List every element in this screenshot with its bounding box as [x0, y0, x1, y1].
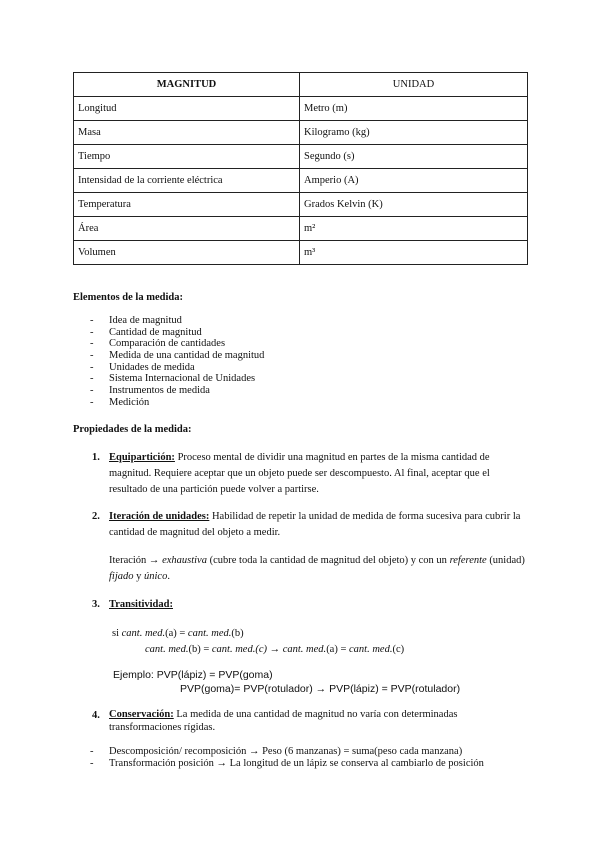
formula-text: → [266, 644, 283, 655]
iteracion-desc-text: . [167, 571, 170, 582]
item-number: 2. [92, 511, 100, 522]
formula-line-1 [112, 628, 244, 639]
table-row [74, 145, 528, 169]
example-line-2: PVP(goma)= PVP(rotulador) → PVP(lápiz) = PVP(rotulador) [180, 683, 461, 695]
iteracion-text: Habilidad de repetir la unidad de medida de forma sucesiva para cubrir la cantidad de magnitud del objeto a medir. [109, 511, 521, 538]
formula-text: (a) = [165, 628, 188, 639]
conservacion-text: La medida de una cantidad de magnitud no varía con determinadas transformaciones rígidas. [109, 709, 458, 733]
formula-text: si [112, 628, 122, 639]
list-item: - Cantidad de magnitud [90, 327, 264, 339]
table-row [74, 193, 528, 217]
elementos-title: Elementos de la medida: [73, 292, 183, 303]
table-row [74, 121, 528, 145]
cell-magnitud: Volumen [74, 241, 300, 265]
propiedades-title: Propiedades de la medida: [73, 424, 192, 435]
list-item: - Descomposición/ recomposición → Peso (6 manzanas) = suma(peso cada manzana) [90, 746, 484, 758]
formula-italic: cant. med. [121, 628, 166, 639]
cell-unidad: Grados Kelvin (K) [300, 193, 528, 217]
iteracion-desc-text: y [133, 571, 145, 582]
formula-italic: cant. med. [349, 644, 393, 655]
item-number: 1. [92, 452, 100, 463]
iteracion-heading: Iteración de unidades: [109, 511, 210, 522]
iteracion-desc-text: (cubre toda la cantidad de magnitud del objeto) y con un [206, 555, 450, 566]
header-unidad: UNIDAD [300, 73, 528, 97]
iteracion-desc-italic: fijado [109, 571, 134, 582]
cell-magnitud: Longitud [74, 97, 300, 121]
table-row [74, 97, 528, 121]
cell-unidad: m³ [300, 241, 528, 265]
cell-unidad: Kilogramo (kg) [300, 121, 528, 145]
iteracion-desc-text: (unidad) [486, 555, 525, 566]
cell-unidad: m² [300, 217, 528, 241]
elementos-list [90, 315, 264, 409]
formula-italic: cant. med. [145, 644, 189, 655]
iteracion-desc-text: Iteración → [109, 555, 163, 566]
table-header-row [74, 73, 528, 97]
list-item: - Instrumentos de medida [90, 385, 264, 397]
item-number: 3. [92, 599, 100, 610]
formula-italic: cant. med. [282, 644, 327, 655]
cell-magnitud: Tiempo [74, 145, 300, 169]
formula-italic: cant. med. [187, 628, 232, 639]
list-item: - Medida de una cantidad de magnitud [90, 350, 264, 362]
iteracion-desc-italic: único [144, 571, 168, 582]
iteracion-paragraph [109, 509, 529, 541]
cell-magnitud: Masa [74, 121, 300, 145]
transitividad-heading-text: Transitividad: [109, 599, 173, 610]
equiparticion-text: Proceso mental de dividir una magnitud en partes de la misma cantidad de magnitud. Requiere aceptar que un objeto puede ser descompuesto. Al final, aceptar que el resultado de una partición puede volver a partirse. [109, 452, 490, 495]
units-table [73, 72, 528, 265]
list-item: - Unidades de medida [90, 362, 264, 374]
equiparticion-paragraph [109, 450, 529, 498]
cell-unidad: Metro (m) [300, 97, 528, 121]
item-number: 4. [92, 710, 100, 721]
conservacion-heading: Conservación: [109, 709, 174, 720]
cell-magnitud: Área [74, 217, 300, 241]
formula-text: (a) = [326, 644, 350, 655]
formula-italic: cant. med.(c) [211, 644, 267, 655]
formula-text: (b) [231, 628, 244, 639]
formula-line-2 [145, 644, 404, 655]
table-row [74, 241, 528, 265]
list-item: - Sistema Internacional de Unidades [90, 373, 264, 385]
cell-magnitud: Temperatura [74, 193, 300, 217]
list-item: - Transformación posición → La longitud de un lápiz se conserva al cambiarlo de posición [90, 758, 484, 770]
equiparticion-heading: Equipartición: [109, 452, 175, 463]
conservacion-list [90, 746, 484, 769]
cell-unidad: Segundo (s) [300, 145, 528, 169]
iteracion-desc-italic: exhaustiva [162, 555, 207, 566]
conservacion-paragraph [109, 708, 529, 734]
iteracion-description [109, 553, 529, 585]
header-magnitud: MAGNITUD [74, 73, 300, 97]
formula-text: (b) = [188, 644, 212, 655]
transitividad-heading [109, 599, 173, 610]
iteracion-desc-italic: referente [449, 555, 487, 566]
list-item: - Idea de magnitud [90, 315, 264, 327]
list-item: - Comparación de cantidades [90, 338, 264, 350]
table-row [74, 217, 528, 241]
formula-text: (c) [392, 644, 405, 655]
cell-unidad: Amperio (A) [300, 169, 528, 193]
cell-magnitud: Intensidad de la corriente eléctrica [74, 169, 300, 193]
table-row [74, 169, 528, 193]
list-item: - Medición [90, 397, 264, 409]
example-line-1: Ejemplo: PVP(lápiz) = PVP(goma) [113, 669, 273, 681]
